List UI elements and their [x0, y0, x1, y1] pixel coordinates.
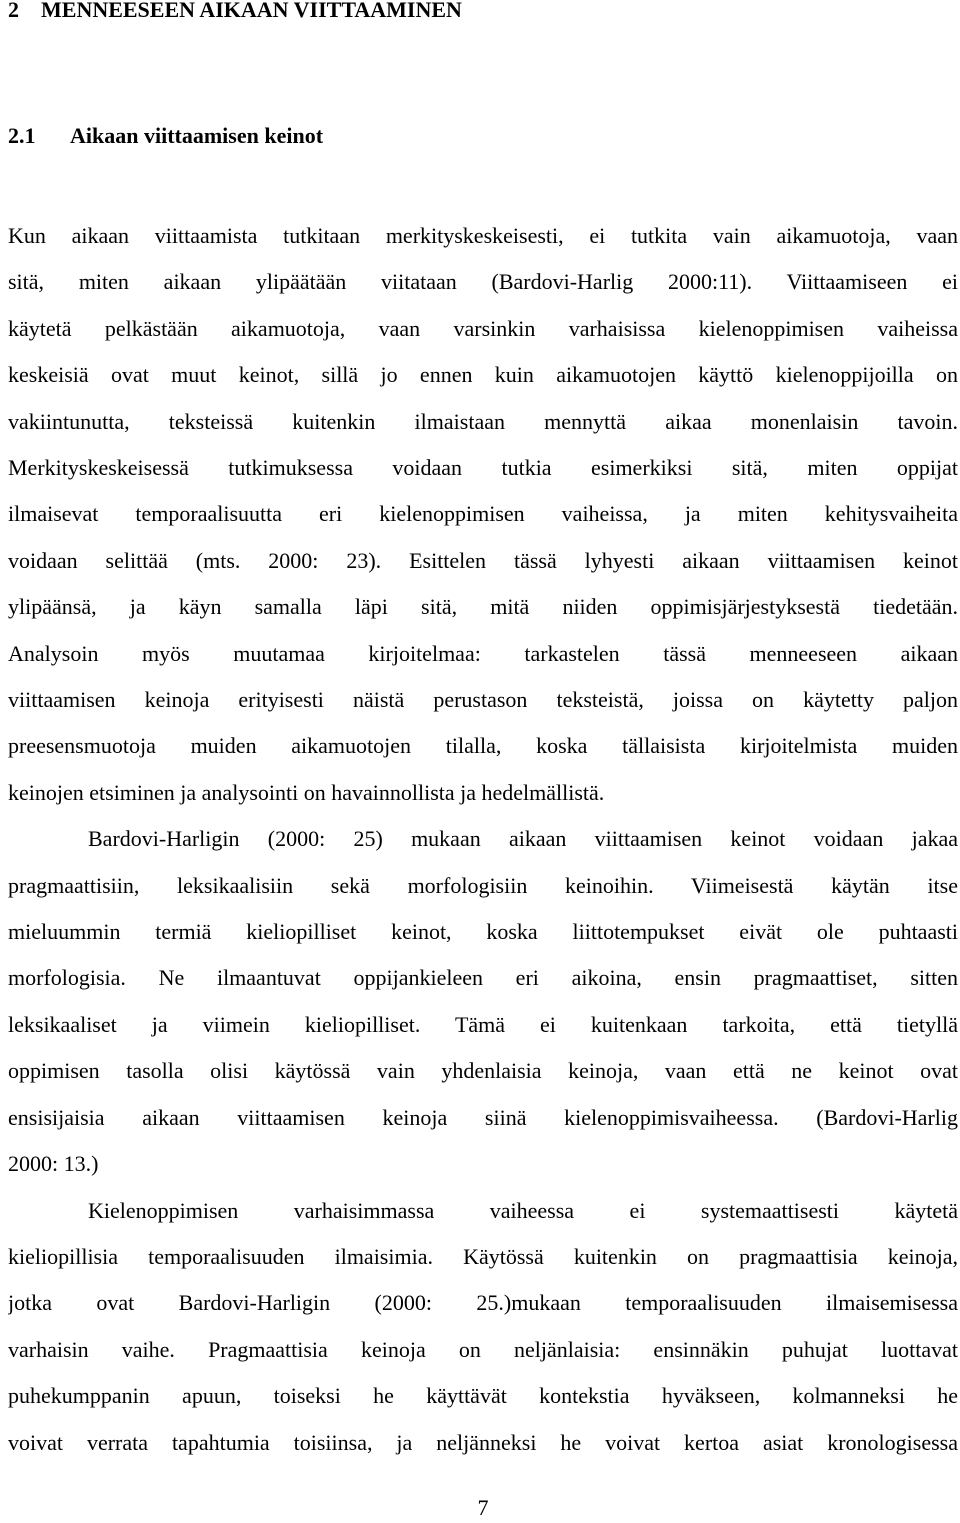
text-line: keskeisiä ovat muut keinot, sillä jo ennen kuin aikamuotojen käyttö kielenoppijoilla on: [8, 362, 958, 387]
text-line: Kielenoppimisen varhaisimmassa vaiheessa ei systemaattisesti käytetä: [88, 1198, 958, 1223]
section-heading: [8, 120, 323, 152]
text-line: Analysoin myös muutamaa kirjoitelmaa: tarkastelen tässä menneeseen aikaan: [8, 641, 958, 666]
text-line: morfologisia. Ne ilmaantuvat oppijankieleen eri aikoina, ensin pragmaattiset, sitten: [8, 965, 958, 990]
text-line: ensisijaisia aikaan viittaamisen keinoja siinä kielenoppimisvaiheessa. (Bardovi-Harlig: [8, 1105, 958, 1130]
text-line: ilmaisevat temporaalisuutta eri kielenoppimisen vaiheissa, ja miten kehitysvaiheita: [8, 501, 958, 526]
text-line: pragmaattisiin, leksikaalisiin sekä morfologisiin keinoihin. Viimeisestä käytän itse: [8, 873, 958, 898]
text-line: Bardovi-Harligin (2000: 25) mukaan aikaan viittaamisen keinot voidaan jakaa: [88, 826, 958, 851]
chapter-heading: 2 MENNEESEEN AIKAAN VIITTAAMINEN: [8, 0, 462, 22]
text-line: voidaan selittää (mts. 2000: 23). Esittelen tässä lyhyesti aikaan viittaamisen keinot: [8, 548, 958, 573]
text-line: käytetä pelkästään aikamuotoja, vaan varsinkin varhaisissa kielenoppimisen vaiheissa: [8, 316, 958, 341]
text-line: varhaisin vaihe. Pragmaattisia keinoja on neljänlaisia: ensinnäkin puhujat luottavat: [8, 1337, 958, 1362]
text-line: puhekumppanin apuun, toiseksi he käyttävät kontekstia hyväkseen, kolmanneksi he: [8, 1383, 958, 1408]
text-line: Merkityskeskeisessä tutkimuksessa voidaan tutkia esimerkiksi sitä, miten oppijat: [8, 455, 958, 480]
text-line: keinojen etsiminen ja analysointi on havainnollista ja hedelmällistä.: [8, 780, 605, 805]
text-line: 2000: 13.): [8, 1151, 99, 1176]
section-title: Aikaan viittaamisen keinot: [70, 123, 324, 148]
text-line: voivat verrata tapahtumia toisiinsa, ja neljänneksi he voivat kertoa asiat kronologisessa: [8, 1430, 958, 1455]
text-line: ylipäänsä, ja käyn samalla läpi sitä, mitä niiden oppimisjärjestyksestä tiedetään.: [8, 594, 958, 619]
text-line: mieluummin termiä kieliopilliset keinot, koska liittotempukset eivät ole puhtaasti: [8, 919, 958, 944]
text-line: Kun aikaan viittaamista tutkitaan merkityskeskeisesti, ei tutkita vain aikamuotoja, vaan: [8, 223, 958, 248]
page-number: 7: [477, 1495, 489, 1520]
text-line: kieliopillisia temporaalisuuden ilmaisimia. Käytössä kuitenkin on pragmaattisia keinoja,: [8, 1244, 958, 1269]
text-line: sitä, miten aikaan ylipäätään viitataan (Bardovi-Harlig 2000:11). Viittaamiseen ei: [8, 269, 958, 294]
text-line: leksikaaliset ja viimein kieliopilliset. Tämä ei kuitenkaan tarkoita, että tietyllä: [8, 1012, 958, 1037]
text-line: oppimisen tasolla olisi käytössä vain yhdenlaisia keinoja, vaan että ne keinot ovat: [8, 1058, 958, 1083]
text-line: viittaamisen keinoja erityisesti näistä perustason teksteistä, joissa on käytetty paljon: [8, 687, 958, 712]
section-number: 2.1: [8, 123, 36, 148]
text-line: vakiintunutta, teksteissä kuitenkin ilmaistaan mennyttä aikaa monenlaisin tavoin.: [8, 409, 958, 434]
text-line: preesensmuotoja muiden aikamuotojen tilalla, koska tällaisista kirjoitelmista muiden: [8, 733, 958, 758]
text-line: jotka ovat Bardovi-Harligin (2000: 25.)mukaan temporaalisuuden ilmaisemisessa: [8, 1290, 958, 1315]
